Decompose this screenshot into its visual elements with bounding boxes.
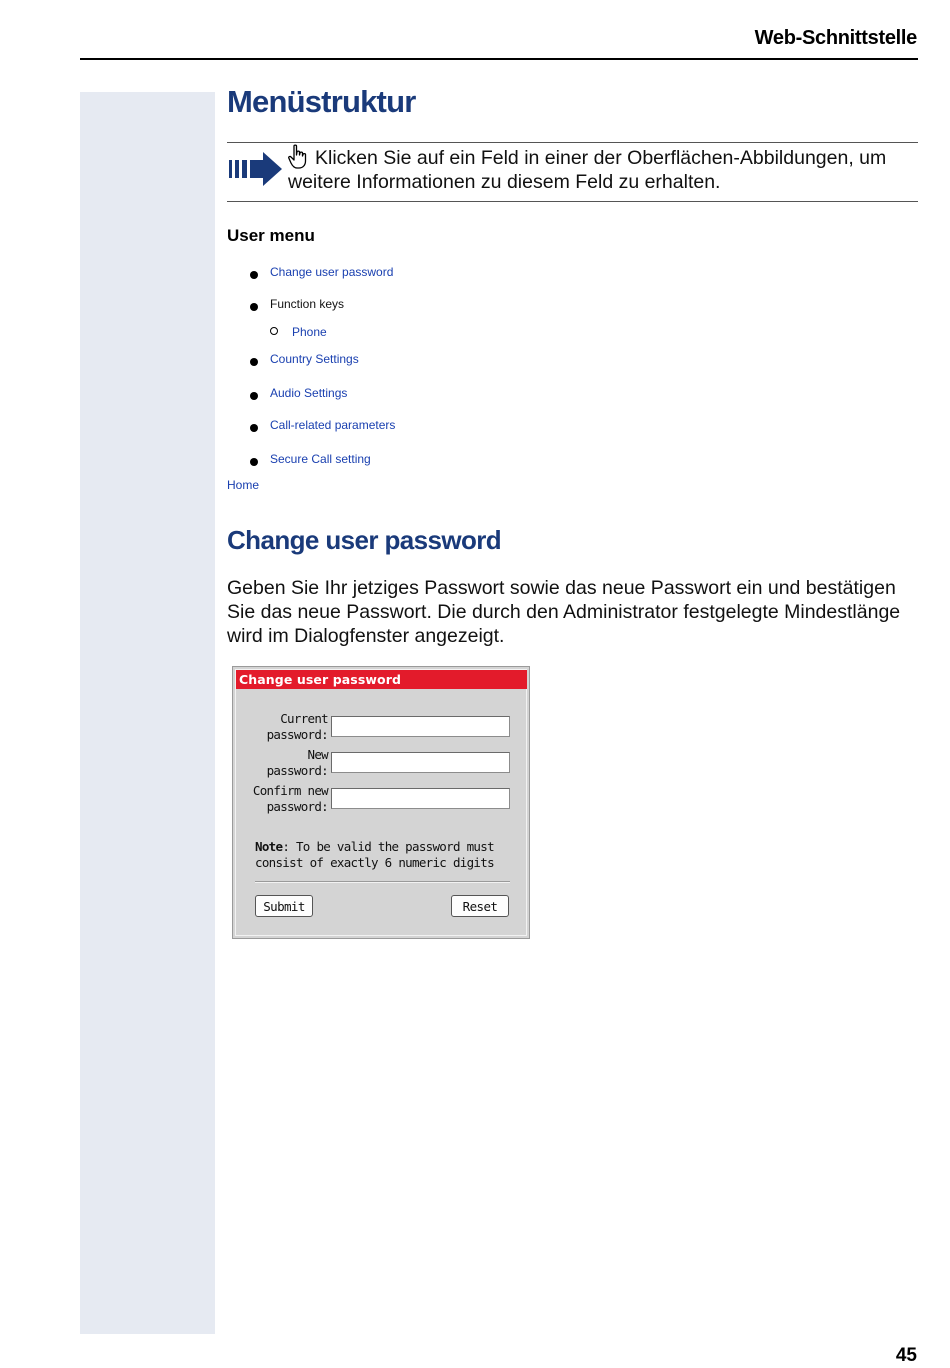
label-line: password: (266, 799, 328, 814)
menu-item-label[interactable]: Phone (292, 325, 327, 339)
header-rule (80, 58, 918, 60)
bullet (250, 358, 258, 366)
label-line: New (307, 747, 328, 762)
note-top-rule (227, 142, 918, 143)
submit-button[interactable]: Submit (255, 895, 313, 917)
header-title: Web-Schnittstelle (754, 27, 917, 49)
current-password-input[interactable] (331, 716, 510, 737)
open-bullet (270, 327, 278, 335)
note-text: Klicken Sie auf ein Feld in einer der Oberflächen-Abbildungen, um weitere Informationen zu diesem Feld zu erhalten. (288, 147, 887, 193)
new-password-label (233, 747, 328, 779)
subsection-title: Change user password (227, 525, 502, 555)
dialog-title-bar: Change user password (236, 670, 527, 689)
reset-button[interactable]: Reset (451, 895, 509, 917)
bullet (250, 303, 258, 311)
bullet (250, 271, 258, 279)
page-number: 45 (895, 1345, 917, 1366)
note-text: : To be valid the password must consist of exactly 6 numeric digits (255, 839, 494, 870)
confirm-password-input[interactable] (331, 788, 510, 809)
home-link[interactable]: Home (227, 478, 260, 492)
label-line: Current (280, 711, 328, 726)
note-bold: Note (255, 839, 283, 854)
menu-item-label[interactable]: Audio Settings (270, 386, 348, 400)
menu-item-label[interactable]: Country Settings (270, 352, 359, 366)
menu-item-label: Function keys (270, 297, 345, 311)
section-title: Menüstruktur (227, 84, 416, 119)
bullet (250, 392, 258, 400)
label-line: Confirm new (252, 783, 328, 798)
body-paragraph: Geben Sie Ihr jetziges Passwort sowie das neue Passwort ein und bestätigen Sie das neue Passwort. Die durch den Administrator festgelegte Mindestlänge wird im Dialogfenster angezeigt. (227, 577, 901, 647)
confirm-password-label (233, 783, 328, 815)
change-password-dialog (232, 666, 530, 939)
menu-item-label[interactable]: Secure Call setting (270, 452, 371, 466)
label-line: password: (266, 763, 328, 778)
label-line: password: (266, 727, 328, 742)
bullet (250, 424, 258, 432)
arrow-right-icon (229, 151, 283, 187)
user-menu-heading: User menu (227, 226, 315, 245)
bullet (250, 458, 258, 466)
note-bottom-rule (227, 201, 918, 202)
menu-item-label[interactable]: Call-related parameters (270, 418, 396, 432)
current-password-label (233, 711, 328, 743)
new-password-input[interactable] (331, 752, 510, 773)
dialog-note (255, 839, 515, 871)
dialog-separator (255, 881, 510, 883)
menu-item-label[interactable]: Change user password (270, 265, 394, 279)
sidebar-margin (80, 92, 215, 1334)
